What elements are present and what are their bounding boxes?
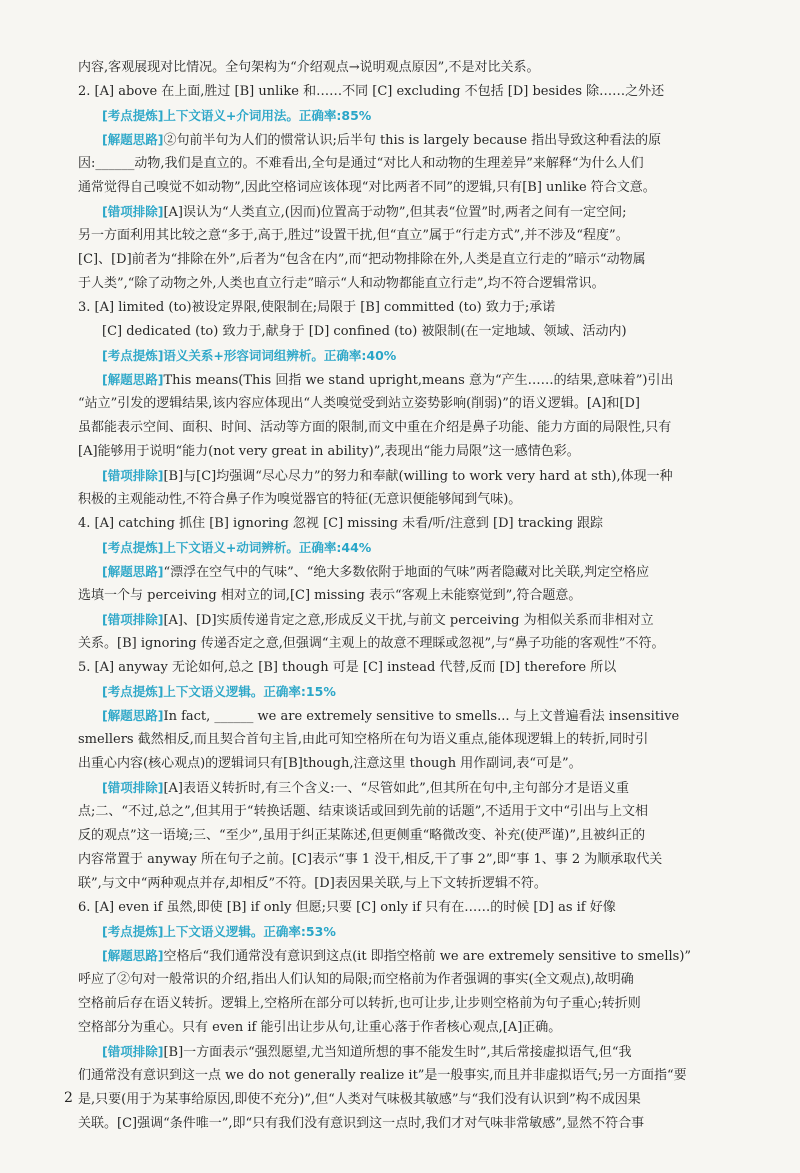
question-2-options: 2. [A] above 在上面,胜过 [B] unlike 和……不同 [C] excluding 不包括 [D] besides 除……之外还 <box>78 84 665 99</box>
text-line: [A]能够用于说明“能力(not very great in ability)”,表现出“能力局限”这一感情色彩。 <box>78 444 580 459</box>
page-number: 2 <box>64 1090 73 1106</box>
jieti-5: [解题思路]In fact, ______ we are extremely sensitive to smells... 与上文普遍看法 insensitive <box>102 708 680 724</box>
text-line: 通常觉得自己嗅觉不如动物”,因此空格词应该体现“对比两者不同”的逻辑,只有[B] unlike 符合文意。 <box>78 180 656 195</box>
cuoxiang-6: [错项排除][B]一方面表示“强烈愿望,尤当知道所想的事不能发生时”,其后常接虚拟语气,但“我 <box>102 1044 632 1060</box>
text-line: 是,只要(用于为某事给原因,即使不充分)”,但“人类对气味极其敏感”与“我们没有认识到”构不成因果 <box>78 1092 641 1107</box>
cuoxiang-2: [错项排除][A]误认为“人类直立,(因而)位置高于动物”,但其表“位置”时,两者之间有一定空间; <box>102 204 627 220</box>
jieti-2: [解题思路]②句前半句为人们的惯常认识;后半句 this is largely because 指出导致这种看法的原 <box>102 132 662 148</box>
kaodian-2: [考点提炼]上下文语义+介词用法。正确率:85% <box>102 108 372 123</box>
question-6-options: 6. [A] even if 虽然,即使 [B] if only 但愿;只要 [C] only if 只有在……的时候 [D] as if 好像 <box>78 900 616 915</box>
text-line: “站立”引发的逻辑结果,该内容应体现出“人类嗅觉受到站立姿势影响(削弱)”的语义逻辑。[A]和[D] <box>78 396 640 411</box>
text-line: smellers 截然相反,而且契合首句主旨,由此可知空格所在句为语义重点,能体现逻辑上的转折,同时引 <box>78 732 649 747</box>
text-line: 因:______动物,我们是直立的。不难看出,全句是通过“对比人和动物的生理差异”来解释“为什么人们 <box>78 156 644 171</box>
text-line: 内容,客观展现对比情况。全句架构为“介绍观点→说明观点原因”,不是对比关系。 <box>78 60 540 75</box>
text-line: 反的观点”这一语境;三、“至少”,虽用于纠正某陈述,但更侧重“略微改变、补充(使严谨)”,且被纠正的 <box>78 828 646 843</box>
text-line: 另一方面利用其比较之意“多于,高于,胜过”设置干扰,但“直立”属于“行走方式”,并不涉及“程度”。 <box>78 228 629 243</box>
text-line: [C]、[D]前者为“排除在外”,后者为“包含在内”,而“把动物排除在外,人类是直立行走的”暗示“动物属 <box>78 252 646 267</box>
text-line: 虽都能表示空间、面积、时间、活动等方面的限制,而文中重在介绍是鼻子功能、能力方面的局限性,只有 <box>78 420 672 435</box>
question-3-options: [C] dedicated (to) 致力于,献身于 [D] confined (to) 被限制(在一定地域、领域、活动内) <box>102 324 627 339</box>
jieti-4: [解题思路]“漂浮在空气中的气味”、“绝大多数依附于地面的气味”两者隐藏对比关联,判定空格应 <box>102 564 650 580</box>
text-line: 联”,与文中“两种观点并存,却相反”不符。[D]表因果关联,与上下文转折逻辑不符。 <box>78 876 547 891</box>
question-3-options: 3. [A] limited (to)被设定界限,使限制在;局限于 [B] committed (to) 致力于;承诺 <box>78 300 556 315</box>
cuoxiang-3: [错项排除][B]与[C]均强调“尽心尽力”的努力和奉献(willing to work very hard at sth),体现一种 <box>102 468 673 484</box>
cuoxiang-5: [错项排除][A]表语义转折时,有三个含义:一、“尽管如此”,但其所在句中,主句部分才是语义重 <box>102 780 630 796</box>
question-5-options: 5. [A] anyway 无论如何,总之 [B] though 可是 [C] instead 代替,反而 [D] therefore 所以 <box>78 660 617 675</box>
text-line: 关联。[C]强调“条件唯一”,即“只有我们没有意识到这一点时,我们才对气味非常敏感”,显然不符合事 <box>78 1116 645 1131</box>
cuoxiang-4: [错项排除][A]、[D]实质传递肯定之意,形成反义干扰,与前文 perceiving 为相似关系而非相对立 <box>102 612 654 628</box>
kaodian-6: [考点提炼]上下文语义逻辑。正确率:53% <box>102 924 336 939</box>
text-line: 空格前后存在语义转折。逻辑上,空格所在部分可以转折,也可让步,让步则空格前为句子重心;转折则 <box>78 996 641 1011</box>
text-line: 点;二、“不过,总之”,但其用于“转换话题、结束谈话或回到先前的话题”,不适用于文中“引出与上文相 <box>78 804 649 819</box>
text-line: 出重心内容(核心观点)的逻辑词只有[B]though,注意这里 though 用作副词,表“可是”。 <box>78 756 582 771</box>
text-line: 于人类”,“除了动物之外,人类也直立行走”暗示“人和动物都能直立行走”,均不符合逻辑常识。 <box>78 276 605 291</box>
kaodian-3: [考点提炼]语义关系+形容词词组辨析。正确率:40% <box>102 348 397 363</box>
document-body <box>78 56 772 1136</box>
jieti-3: [解题思路]This means(This 回指 we stand upright,means 意为“产生……的结果,意味着”)引出 <box>102 372 674 388</box>
text-line: 关系。[B] ignoring 传递否定之意,但强调“主观上的故意不理睬或忽视”,与“鼻子功能的客观性”不符。 <box>78 636 665 651</box>
kaodian-5: [考点提炼]上下文语义逻辑。正确率:15% <box>102 684 336 699</box>
text-line: 们通常没有意识到这一点 we do not generally realize it”是一般事实,而且并非虚拟语气;另一方面指“要 <box>78 1068 687 1083</box>
text-line: 积极的主观能动性,不符合鼻子作为嗅觉器官的特征(无意识便能够闻到气味)。 <box>78 492 522 507</box>
text-line: 选填一个与 perceiving 相对立的词,[C] missing 表示“客观上未能察觉到”,符合题意。 <box>78 588 582 603</box>
question-4-options: 4. [A] catching 抓住 [B] ignoring 忽视 [C] missing 未看/听/注意到 [D] tracking 跟踪 <box>78 516 604 531</box>
text-line: 空格部分为重心。只有 even if 能引出让步从句,让重心落于作者核心观点,[A]正确。 <box>78 1020 562 1035</box>
jieti-6: [解题思路]空格后“我们通常没有意识到这点(it 即指空格前 we are extremely sensitive to smells)” <box>102 948 692 964</box>
text-line: 内容常置于 anyway 所在句子之前。[C]表示“事 1 没干,相反,干了事 2”,即“事 1、事 2 为顺承取代关 <box>78 852 663 867</box>
kaodian-4: [考点提炼]上下文语义+动词辨析。正确率:44% <box>102 540 372 555</box>
text-line: 呼应了②句对一般常识的介绍,指出人们认知的局限;而空格前为作者强调的事实(全文观点),故明确 <box>78 972 634 987</box>
